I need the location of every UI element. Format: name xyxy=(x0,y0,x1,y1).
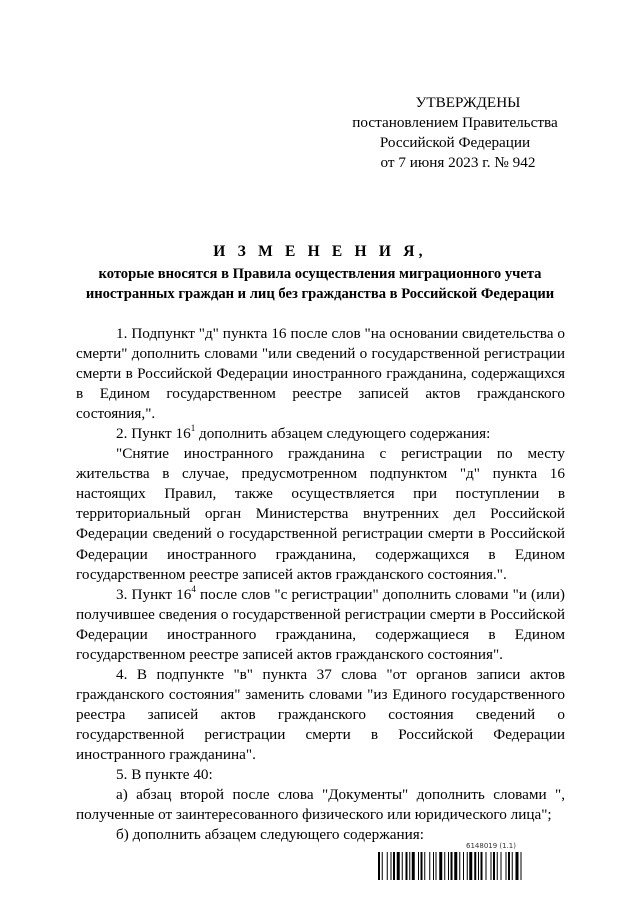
paragraph-2 xyxy=(76,424,565,444)
approval-heading: УТВЕРЖДЕНЫ xyxy=(415,94,521,111)
superscript: 4 xyxy=(191,583,196,594)
approval-stamp xyxy=(330,93,580,173)
approval-line-government: Российской Федерации xyxy=(379,134,531,151)
barcode-block xyxy=(378,842,568,892)
document-subtitle xyxy=(70,264,570,304)
document-title: И З М Е Н Е Н И Я, xyxy=(213,243,427,260)
document-body xyxy=(76,324,565,845)
paragraph-2-start: 2. Пункт 16 xyxy=(116,425,191,443)
subtitle-line-2: иностранных граждан и лиц без гражданства в Российской Федерации xyxy=(85,286,555,302)
paragraph-5: 4. В подпункте "в" пункта 37 слова "от органов записи актов гражданского состояния" заменить словами "из Единого государственного реестра записей актов гражданского состояния сведений о государственной регистрации смерти в Российской Федерации иностранного гражданина". xyxy=(76,665,565,763)
approval-line-date: от 7 июня 2023 г. № 942 xyxy=(380,154,536,171)
paragraph-4-end: после слов "с регистрации" дополнить словами "и (или) получившее сведения о государственной регистрации смерти в Российской Федерации иностранного гражданина, содержащиеся в Едином государственном реестре записей актов гражданского состояния". xyxy=(76,585,565,663)
paragraph-8: б) дополнить абзацем следующего содержания: xyxy=(116,826,424,844)
approval-line-decree: постановлением Правительства xyxy=(352,114,558,131)
paragraph-4 xyxy=(76,585,565,665)
paragraph-1: 1. Подпункт "д" пункта 16 после слов "на основании свидетельства о смерти" дополнить словами "или сведений о государственной регистрации смерти в Российской Федерации иностранного гражданина, содержащихся в Едином государственном реестре записей актов гражданского состояния,". xyxy=(76,325,565,423)
paragraph-3-quote: "Снятие иностранного гражданина с регистрации по месту жительства в случае, предусмотренном подпунктом "д" пункта 16 настоящих Правил, также осуществляется при поступлении в территориальный орган Министерства внутренних дел Российской Федерации сведений о государственной регистрации смерти в Российской Федерации иностранного гражданина, содержащихся в Едином государственном реестре записей актов гражданского состояния.". xyxy=(76,445,565,583)
subtitle-line-1: которые вносятся в Правила осуществления миграционного учета xyxy=(98,266,542,282)
paragraph-6: 5. В пункте 40: xyxy=(116,766,213,784)
paragraph-2-end: дополнить абзацем следующего содержания: xyxy=(195,425,491,443)
barcode-caption: 6148019 (1.1) xyxy=(466,842,516,850)
paragraph-7: а) абзац второй после слова "Документы" дополнить словами ", полученные от заинтересованного физического или юридического лица"; xyxy=(76,786,565,824)
barcode-icon xyxy=(378,852,568,880)
paragraph-4-start: 3. Пункт 16 xyxy=(116,585,192,603)
superscript: 1 xyxy=(190,423,196,434)
